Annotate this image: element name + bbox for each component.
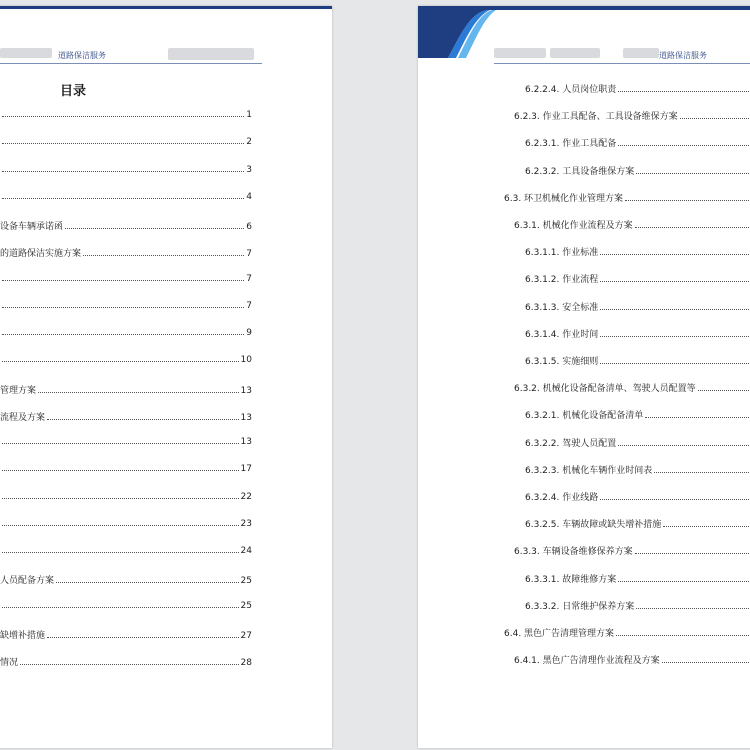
toc-entry-text: 6.3.3. 车辆设备维修保养方案 — [514, 547, 633, 558]
toc-dot-leader — [618, 91, 750, 92]
toc-entry-text: 6.3.1.5. 实施细则 — [525, 357, 599, 367]
toc-dot-leader — [600, 309, 750, 310]
toc-entry[interactable] — [504, 626, 750, 638]
toc-entry[interactable] — [525, 272, 750, 284]
toc-entry[interactable] — [0, 546, 252, 558]
toc-dot-leader — [636, 608, 750, 609]
toc-entry-text: 6.2.3.1. 作业工具配备 — [525, 139, 617, 150]
toc-dot-leader — [618, 445, 750, 446]
toc-entry[interactable] — [514, 653, 750, 665]
toc-entry-text: 6.3.2. 机械化设备配备清单、驾驶人员配置等 — [514, 384, 696, 395]
toc-dot-leader — [645, 417, 750, 418]
toc-entry-page-number: 13 — [240, 385, 252, 396]
toc-entry[interactable] — [0, 383, 252, 395]
toc-entry-text: 6.2.3.2. 工具设备维保方案 — [525, 166, 635, 177]
toc-entry-page-number: 23 — [240, 518, 252, 529]
toc-entry[interactable] — [525, 463, 750, 475]
toc-entry-text: 的道路保洁实施方案 — [0, 249, 82, 260]
toc-entry[interactable] — [0, 192, 252, 204]
toc-entry[interactable] — [514, 544, 750, 556]
header-title: 道路保洁服务 — [58, 51, 106, 60]
toc-entry-text: 设备车辆承诺函 — [0, 222, 64, 232]
toc-dot-leader — [635, 227, 750, 228]
toc-dot-leader — [618, 145, 750, 146]
toc-entry-text: 6.3.1.4. 作业时间 — [525, 329, 599, 340]
toc-entry[interactable] — [0, 219, 252, 231]
toc-entry-page-number: 17 — [240, 464, 252, 475]
toc-entry[interactable] — [525, 517, 750, 529]
toc-dot-leader — [600, 499, 750, 500]
toc-entry-text: 管理方案 — [0, 385, 37, 396]
toc-entry[interactable] — [0, 355, 252, 367]
toc-dot-leader — [600, 363, 750, 364]
toc-entry-page-number: 2 — [246, 137, 252, 148]
toc-dot-leader — [2, 361, 239, 362]
header-divider — [0, 63, 262, 64]
toc-dot-leader — [662, 662, 750, 663]
toc-entry-page-number: 22 — [240, 491, 252, 502]
toc-dot-leader — [2, 334, 244, 335]
toc-entry-text: 流程及方案 — [0, 412, 46, 423]
toc-entry-text: 6.3.2.4. 作业线路 — [525, 493, 599, 503]
toc-entry[interactable] — [514, 218, 750, 230]
toc-entry[interactable] — [0, 573, 252, 585]
toc-entry-text: 6.3.1.3. 安全标准 — [525, 302, 599, 313]
toc-entry[interactable] — [525, 327, 750, 339]
toc-dot-leader — [600, 281, 750, 282]
toc-dot-leader — [680, 118, 750, 119]
toc-entry[interactable] — [525, 300, 750, 312]
toc-entry[interactable] — [514, 381, 750, 393]
toc-entry[interactable] — [0, 492, 252, 504]
toc-dot-leader — [618, 581, 750, 582]
toc-entry[interactable] — [0, 655, 252, 667]
toc-dot-leader — [2, 443, 239, 444]
toc-entry[interactable] — [0, 410, 252, 422]
toc-entry[interactable] — [0, 137, 252, 149]
toc-entry-page-number: 3 — [246, 164, 252, 175]
toc-entry-text: 6.4.1. 黑色广告清理作业流程及方案 — [514, 656, 660, 667]
toc-dot-leader — [56, 582, 239, 583]
header-color-bar — [0, 6, 332, 9]
toc-entry[interactable] — [0, 437, 252, 449]
toc-entry[interactable] — [0, 246, 252, 258]
toc-dot-leader — [2, 607, 239, 608]
toc-entry[interactable] — [0, 110, 252, 122]
toc-dot-leader — [83, 255, 244, 256]
toc-entry-text: 6.3.2.3. 机械化车辆作业时间表 — [525, 465, 653, 476]
toc-entry-text: 6.3.1.1. 作业标准 — [525, 248, 599, 259]
toc-dot-leader — [698, 390, 750, 391]
toc-dot-leader — [654, 472, 750, 473]
toc-dot-leader — [2, 552, 239, 553]
toc-entry-text: 6.3. 环卫机械化作业管理方案 — [504, 193, 624, 204]
document-page-right — [418, 6, 750, 748]
toc-dot-leader — [2, 525, 239, 526]
toc-dot-leader — [635, 553, 750, 554]
toc-dot-leader — [2, 198, 244, 199]
toc-entry-page-number: 7 — [246, 300, 252, 311]
toc-dot-leader — [47, 637, 239, 638]
toc-entry-page-number: 28 — [240, 658, 252, 668]
toc-dot-leader — [600, 336, 750, 337]
toc-dot-leader — [2, 171, 244, 172]
toc-entry-page-number: 25 — [240, 600, 252, 611]
toc-dot-leader — [600, 254, 750, 255]
toc-dot-leader — [47, 419, 239, 420]
toc-entry-text: 6.3.1.2. 作业流程 — [525, 275, 599, 286]
toc-entry[interactable] — [525, 164, 750, 176]
toc-entry-page-number: 10 — [240, 355, 252, 366]
toc-dot-leader — [2, 498, 239, 499]
toc-entry[interactable] — [0, 165, 252, 177]
toc-entry[interactable] — [525, 82, 750, 94]
toc-entry-page-number: 13 — [240, 412, 252, 423]
toc-dot-leader — [2, 143, 244, 144]
toc-dot-leader — [663, 526, 750, 527]
toc-dot-leader — [20, 664, 239, 665]
toc-entry-text: 缺增补措施 — [0, 630, 46, 641]
toc-entry[interactable] — [504, 191, 750, 203]
toc-entry[interactable] — [0, 464, 252, 476]
document-page-left — [0, 6, 332, 748]
header-title: 道路保洁服务 — [659, 51, 707, 60]
toc-entry-text: 6.3.2.5. 车辆故障或缺失增补措施 — [525, 520, 662, 531]
toc-entry-page-number: 7 — [246, 249, 252, 260]
toc-entry-text: 6.2.2.4. 人员岗位职责 — [525, 85, 617, 95]
toc-entry-page-number: 6 — [246, 222, 252, 232]
toc-entry-page-number: 1 — [246, 110, 252, 120]
toc-entry[interactable] — [525, 408, 750, 420]
toc-dot-leader — [2, 470, 239, 471]
toc-entry[interactable] — [0, 628, 252, 640]
header-divider — [494, 63, 750, 64]
toc-entry-page-number: 24 — [240, 546, 252, 556]
redacted-company-name-2 — [550, 48, 600, 58]
redacted-company-name — [494, 48, 546, 58]
toc-entry-page-number: 7 — [246, 273, 252, 284]
toc-entry-page-number: 25 — [240, 576, 252, 587]
toc-dot-leader — [65, 228, 244, 229]
toc-entry-text: 情况 — [0, 658, 19, 668]
toc-entry[interactable] — [0, 328, 252, 340]
redacted-company-name-3 — [623, 48, 659, 58]
toc-entry-text: 6.3.2.1. 机械化设备配备清单 — [525, 411, 644, 422]
toc-entry[interactable] — [525, 572, 750, 584]
toc-entry[interactable] — [0, 301, 252, 313]
redacted-company-name — [0, 48, 52, 58]
toc-entry-text: 6.2.3. 作业工具配备、工具设备维保方案 — [514, 112, 678, 123]
toc-entry[interactable] — [525, 354, 750, 366]
toc-entry[interactable] — [525, 490, 750, 502]
toc-entry-page-number: 4 — [246, 191, 252, 202]
toc-entry-text: 6.3.1. 机械化作业流程及方案 — [514, 221, 633, 231]
toc-entry-text: 6.4. 黑色广告清理管理方案 — [504, 629, 615, 639]
redacted-header-logo — [168, 48, 254, 60]
toc-entry[interactable] — [525, 245, 750, 257]
toc-entry-page-number: 9 — [246, 328, 252, 338]
toc-dot-leader — [616, 635, 750, 636]
toc-entry-page-number: 27 — [240, 630, 252, 641]
toc-entry[interactable] — [525, 436, 750, 448]
toc-dot-leader — [2, 307, 244, 308]
toc-entry-text: 人员配备方案 — [0, 576, 55, 587]
toc-title: 目录 — [60, 84, 87, 99]
toc-entry[interactable] — [514, 109, 750, 121]
toc-entry[interactable] — [0, 274, 252, 286]
toc-dot-leader — [2, 280, 244, 281]
header-color-bar — [513, 6, 750, 10]
toc-dot-leader — [625, 200, 750, 201]
toc-entry-page-number: 13 — [240, 437, 252, 447]
toc-entry-text: 6.3.3.1. 故障维修方案 — [525, 574, 617, 585]
toc-entry[interactable] — [0, 519, 252, 531]
toc-entry[interactable] — [525, 599, 750, 611]
toc-dot-leader — [636, 173, 750, 174]
toc-dot-leader — [2, 116, 244, 117]
toc-dot-leader — [38, 392, 239, 393]
toc-entry[interactable] — [0, 601, 252, 613]
toc-entry-text: 6.3.2.2. 驾驶人员配置 — [525, 438, 617, 449]
toc-entry[interactable] — [525, 136, 750, 148]
toc-entry-text: 6.3.3.2. 日常维护保养方案 — [525, 601, 635, 612]
